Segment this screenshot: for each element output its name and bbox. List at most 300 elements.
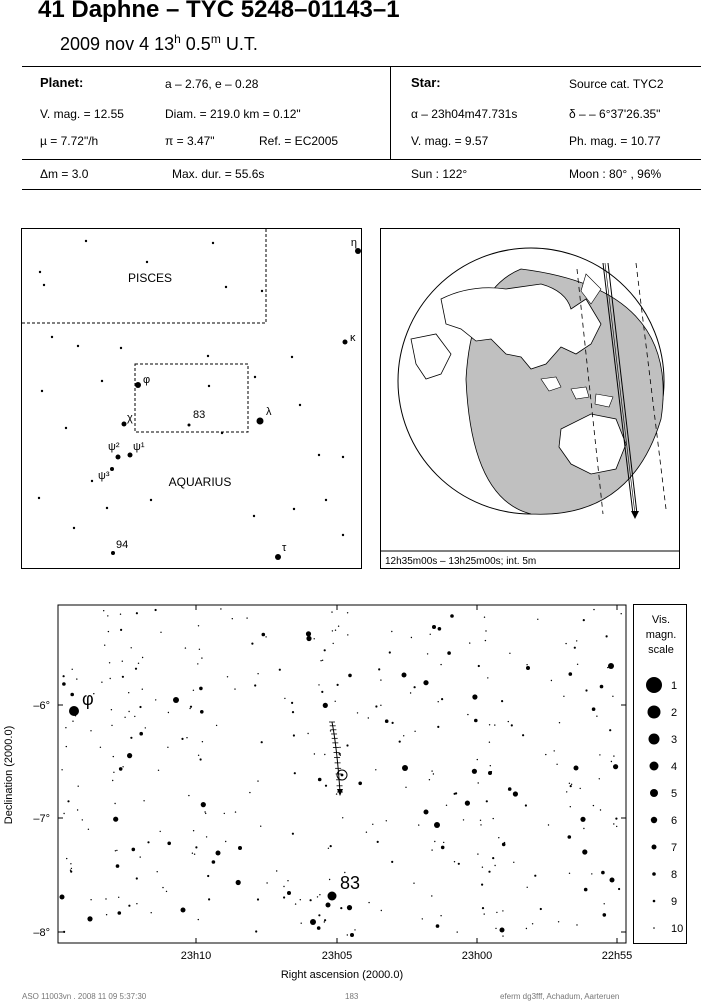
- field-star: [122, 661, 123, 662]
- source-catalog: Source cat. TYC2: [569, 77, 664, 91]
- field-star: [61, 769, 62, 770]
- aquarius-label: AQUARIUS: [168, 475, 232, 489]
- moon-elongation: Moon : 80° , 96%: [569, 167, 662, 181]
- star-dec: δ – – 6°37'26.35": [569, 107, 661, 121]
- field-star: [186, 737, 187, 738]
- field-star: [357, 712, 358, 713]
- star-label-psi1: ψ¹: [133, 441, 145, 453]
- field-star: [131, 647, 132, 648]
- field-star: [570, 785, 572, 787]
- map-star: [106, 507, 108, 509]
- field-star: [200, 710, 204, 714]
- field-star: [70, 871, 72, 873]
- scale-dot: [650, 789, 658, 797]
- star-phi: [69, 706, 79, 716]
- field-star: [513, 791, 518, 796]
- table-top-rule: [22, 66, 701, 67]
- field-star: [511, 724, 513, 726]
- field-star: [124, 717, 125, 718]
- bright-star: [216, 851, 221, 856]
- field-star: [333, 643, 334, 644]
- field-star: [583, 828, 584, 829]
- field-star: [463, 819, 464, 820]
- field-star: [615, 818, 617, 820]
- map-star: [65, 427, 67, 429]
- field-star: [434, 841, 435, 842]
- field-star: [167, 842, 171, 846]
- field-star: [502, 843, 506, 847]
- field-star: [582, 849, 587, 854]
- field-star: [474, 719, 478, 723]
- planet-vmag: V. mag. = 12.55: [40, 107, 124, 121]
- star-chart: [0, 600, 701, 992]
- field-star: [101, 682, 102, 683]
- bright-star: [310, 919, 316, 925]
- field-star: [260, 826, 261, 827]
- scale-dot: [650, 762, 659, 771]
- field-star: [142, 657, 143, 658]
- bright-star: [488, 771, 492, 775]
- x-tick-label: 22h55: [601, 950, 633, 962]
- bright-star: [432, 625, 436, 629]
- field-star: [82, 819, 83, 820]
- field-star: [198, 755, 199, 756]
- field-star: [585, 689, 587, 691]
- field-star: [63, 675, 65, 677]
- field-star: [160, 831, 161, 832]
- field-star: [136, 612, 138, 614]
- field-star: [224, 813, 225, 814]
- field-star: [438, 627, 442, 631]
- field-star: [255, 930, 257, 932]
- scale-dots: [646, 677, 662, 929]
- bright-star: [574, 766, 579, 771]
- field-star: [251, 643, 253, 645]
- field-star: [216, 725, 217, 726]
- map-star: [51, 336, 53, 338]
- field-star: [329, 879, 330, 880]
- field-star: [254, 684, 256, 686]
- field-star: [324, 649, 326, 651]
- field-star: [189, 708, 190, 709]
- map-star: [101, 380, 103, 382]
- field-star: [199, 687, 203, 691]
- field-star: [580, 817, 585, 822]
- map-star: [39, 271, 41, 273]
- field-star: [132, 848, 136, 852]
- field-star: [501, 700, 503, 702]
- scale-dot: [646, 677, 662, 693]
- field-star: [447, 651, 451, 655]
- field-star: [330, 845, 332, 847]
- bright-star: [402, 765, 408, 771]
- map-star: [122, 422, 127, 427]
- globe-svg: [381, 229, 680, 569]
- field-star: [321, 691, 323, 693]
- field-star: [484, 913, 485, 914]
- field-star: [366, 832, 367, 833]
- field-star: [526, 664, 527, 665]
- field-star: [70, 863, 71, 864]
- field-star: [306, 636, 311, 641]
- map-star: [120, 347, 122, 349]
- field-star: [335, 701, 336, 702]
- field-star: [478, 665, 480, 667]
- map-star: [43, 284, 45, 286]
- field-star: [279, 669, 281, 671]
- footer-right: eferm dg3fff, Achadum, Aarteruen: [500, 992, 620, 1001]
- star-83-label: 83: [340, 873, 361, 893]
- field-star: [193, 690, 194, 691]
- field-star: [78, 786, 79, 787]
- map-star: [342, 456, 344, 458]
- field-star: [348, 674, 352, 678]
- field-star: [185, 647, 186, 648]
- field-star: [527, 887, 528, 888]
- field-star: [403, 735, 404, 736]
- map-star: [325, 499, 327, 501]
- time-suffix: U.T.: [220, 34, 258, 54]
- field-star: [105, 898, 106, 899]
- map-star: [85, 240, 87, 242]
- field-star: [372, 824, 373, 825]
- field-star: [609, 729, 611, 731]
- field-star: [292, 711, 294, 713]
- field-star: [481, 884, 483, 886]
- field-star: [325, 785, 327, 787]
- field-star: [429, 779, 430, 780]
- field-star: [236, 880, 241, 885]
- field-star: [508, 721, 509, 722]
- scale-mag-label: 10: [671, 923, 684, 935]
- field-star: [537, 619, 538, 620]
- field-star: [323, 703, 328, 708]
- star-83: [328, 892, 337, 901]
- bright-star: [173, 697, 179, 703]
- field-star: [306, 631, 311, 636]
- field-star: [525, 804, 527, 806]
- field-star: [502, 935, 503, 936]
- field-star: [613, 823, 614, 824]
- orbit-elements: a – 2.76, e – 0.28: [165, 77, 259, 91]
- field-star: [440, 664, 441, 665]
- map-star: [77, 345, 79, 347]
- field-star: [318, 684, 319, 685]
- planet-diameter: Diam. = 219.0 km = 0.12": [165, 107, 301, 121]
- field-star: [66, 858, 67, 859]
- table-divider: [390, 66, 391, 159]
- x-tick-label: 23h00: [461, 950, 493, 962]
- map-star: [146, 261, 148, 263]
- field-star: [358, 782, 362, 786]
- map-star: [318, 454, 320, 456]
- star-ra: α – 23h04m47.731s: [411, 107, 518, 121]
- field-star: [540, 908, 542, 910]
- field-star: [322, 660, 323, 661]
- map-star: [343, 340, 348, 345]
- field-star: [458, 863, 460, 865]
- field-star: [596, 716, 597, 717]
- star-phmag: Ph. mag. = 10.77: [569, 134, 661, 148]
- delta-mag: Δm = 3.0: [40, 167, 89, 181]
- field-star: [127, 753, 132, 758]
- field-star: [469, 642, 470, 643]
- max-duration: Max. dur. = 55.6s: [172, 167, 265, 181]
- field-star: [568, 835, 572, 839]
- field-star: [119, 767, 123, 771]
- field-star: [113, 756, 114, 757]
- star-label-psi3: ψ³: [98, 470, 110, 482]
- field-star: [324, 919, 326, 921]
- field-star: [168, 712, 169, 713]
- field-star: [145, 727, 146, 728]
- field-star: [76, 678, 77, 679]
- x-tick-label: 23h05: [321, 950, 353, 962]
- field-star: [574, 647, 576, 649]
- scale-labels: [671, 680, 683, 935]
- field-star: [328, 848, 329, 849]
- map-star: [116, 455, 121, 460]
- planet-motion: µ = 7.72"/h: [40, 134, 99, 148]
- field-star: [110, 678, 111, 679]
- x-axis-title: Right ascension (2000.0): [280, 969, 404, 981]
- field-star: [354, 929, 355, 930]
- field-star: [606, 635, 608, 637]
- field-star: [122, 676, 124, 678]
- field-star: [77, 809, 78, 810]
- info-table: [22, 66, 701, 190]
- star-label-chi: χ: [127, 412, 133, 424]
- field-star: [265, 636, 266, 637]
- field-star: [197, 663, 198, 664]
- field-star: [496, 912, 497, 913]
- scale-dot: [652, 872, 656, 876]
- field-star: [72, 669, 73, 670]
- field-star: [314, 753, 315, 754]
- bright-star: [287, 891, 291, 895]
- field-star: [318, 914, 320, 916]
- field-star: [71, 868, 72, 869]
- field-star: [340, 907, 342, 909]
- field-star: [563, 696, 564, 697]
- map-star: [293, 508, 295, 510]
- field-star: [113, 817, 118, 822]
- field-star: [482, 907, 484, 909]
- field-star: [331, 611, 332, 612]
- field-star: [337, 684, 339, 686]
- footer-left: ASO 11003vn . 2008 11 09 5:37:30: [22, 992, 147, 1001]
- sun-elongation: Sun : 122°: [411, 167, 468, 181]
- field-star: [225, 841, 226, 842]
- field-star: [139, 732, 143, 736]
- field-star: [63, 931, 65, 933]
- field-star: [513, 862, 514, 863]
- field-star: [87, 916, 92, 921]
- map-star: [253, 515, 255, 517]
- star-label-83: 83: [193, 409, 206, 421]
- field-star: [347, 634, 348, 635]
- field-star: [118, 911, 122, 915]
- scale-title-line: Vis.: [651, 614, 671, 626]
- field-star: [287, 880, 288, 881]
- field-star: [378, 668, 380, 670]
- bright-star: [326, 903, 331, 908]
- field-star: [593, 609, 594, 610]
- map-star: [212, 242, 214, 244]
- page-title: 41 Daphne – TYC 5248–01143–1: [38, 0, 400, 23]
- bright-star: [60, 895, 65, 900]
- field-star: [492, 857, 494, 859]
- field-star: [381, 910, 382, 911]
- field-star: [257, 898, 259, 900]
- field-star: [199, 649, 200, 650]
- field-star: [201, 657, 202, 658]
- field-star: [128, 692, 129, 693]
- scale-title-line: magn.: [645, 629, 677, 641]
- date-prefix: 2009 nov 4 13: [60, 34, 175, 54]
- star-label-94: 94: [116, 539, 129, 551]
- map-star: [73, 527, 75, 529]
- field-star: [604, 903, 605, 904]
- field-star: [392, 722, 394, 724]
- field-star: [104, 645, 105, 646]
- y-tick-label: –8°: [33, 927, 50, 939]
- field-star: [155, 699, 156, 700]
- bright-star: [402, 673, 407, 678]
- field-star: [198, 919, 199, 920]
- scale-dot: [651, 817, 657, 823]
- bright-star: [424, 810, 429, 815]
- field-star: [134, 716, 135, 717]
- field-star: [601, 871, 605, 875]
- field-star: [249, 792, 250, 793]
- field-star: [480, 824, 481, 825]
- map-star: [110, 467, 114, 471]
- field-star: [414, 731, 415, 732]
- field-star: [66, 746, 67, 747]
- field-star: [430, 634, 431, 635]
- field-star: [162, 887, 163, 888]
- field-star: [108, 631, 109, 632]
- hour-unit: h: [174, 32, 181, 46]
- field-star: [111, 725, 112, 726]
- field-star: [386, 820, 387, 821]
- field-star: [467, 714, 468, 715]
- field-star: [472, 769, 477, 774]
- field-star: [441, 846, 445, 850]
- field-star: [389, 651, 391, 653]
- field-star: [342, 817, 343, 818]
- field-star: [613, 764, 618, 769]
- field-star: [193, 830, 194, 831]
- map-star: [188, 424, 191, 427]
- field-star: [100, 747, 101, 748]
- field-star: [576, 640, 577, 641]
- field-star: [532, 923, 533, 924]
- field-star: [443, 842, 444, 843]
- field-star: [188, 795, 189, 796]
- field-star: [477, 759, 478, 760]
- map-star: [342, 534, 344, 536]
- field-star: [599, 754, 600, 755]
- field-star: [207, 875, 209, 877]
- field-star: [109, 662, 110, 663]
- field-star: [569, 873, 570, 874]
- field-star: [600, 685, 604, 689]
- field-star: [551, 680, 552, 681]
- field-star: [414, 686, 416, 688]
- field-star: [487, 677, 488, 678]
- field-star: [142, 689, 143, 690]
- field-star: [411, 637, 412, 638]
- field-star: [208, 898, 210, 900]
- field-star: [194, 854, 195, 855]
- scale-mag-label: 4: [671, 761, 678, 773]
- scale-dot: [649, 734, 660, 745]
- bright-star: [181, 908, 186, 913]
- x-tick-label: 23h10: [180, 950, 212, 962]
- field-star: [613, 755, 614, 756]
- field-star: [488, 871, 490, 873]
- field-star: [423, 680, 428, 685]
- field-star: [291, 702, 293, 704]
- field-star: [128, 711, 129, 712]
- field-star: [418, 824, 419, 825]
- globe-panel: [380, 228, 680, 569]
- field-star: [220, 608, 221, 609]
- scale-svg: [634, 605, 687, 944]
- field-star: [548, 824, 549, 825]
- field-star: [509, 653, 510, 654]
- field-star: [112, 780, 113, 781]
- field-star: [433, 773, 434, 774]
- field-star: [246, 617, 247, 618]
- field-star: [368, 717, 369, 718]
- scale-dot: [653, 900, 656, 903]
- field-star: [484, 617, 485, 618]
- field-star: [380, 705, 381, 706]
- field-star: [603, 913, 607, 917]
- field-star: [438, 701, 439, 702]
- field-star: [508, 787, 512, 791]
- field-star: [368, 902, 369, 903]
- field-star: [556, 764, 557, 765]
- field-star: [391, 631, 392, 632]
- field-star: [318, 778, 322, 782]
- field-star: [446, 805, 447, 806]
- map-star: [261, 290, 263, 292]
- star-label-psi2: ψ²: [108, 441, 120, 453]
- star-chart-svg: [0, 600, 701, 992]
- map-star: [207, 355, 209, 357]
- field-star: [283, 896, 285, 898]
- field-star: [465, 801, 470, 806]
- field-star: [554, 750, 555, 751]
- field-star: [120, 629, 122, 631]
- bright-star: [526, 666, 530, 670]
- field-star: [65, 727, 66, 728]
- field-star: [405, 787, 406, 788]
- star-label-phi: φ: [143, 374, 151, 386]
- field-star: [565, 643, 566, 644]
- magnitude-scale: [633, 604, 687, 944]
- field-star: [493, 818, 494, 819]
- field-star: [480, 820, 481, 821]
- field-star: [618, 888, 620, 890]
- field-star: [621, 613, 622, 614]
- field-star: [120, 614, 121, 615]
- field-star: [140, 856, 141, 857]
